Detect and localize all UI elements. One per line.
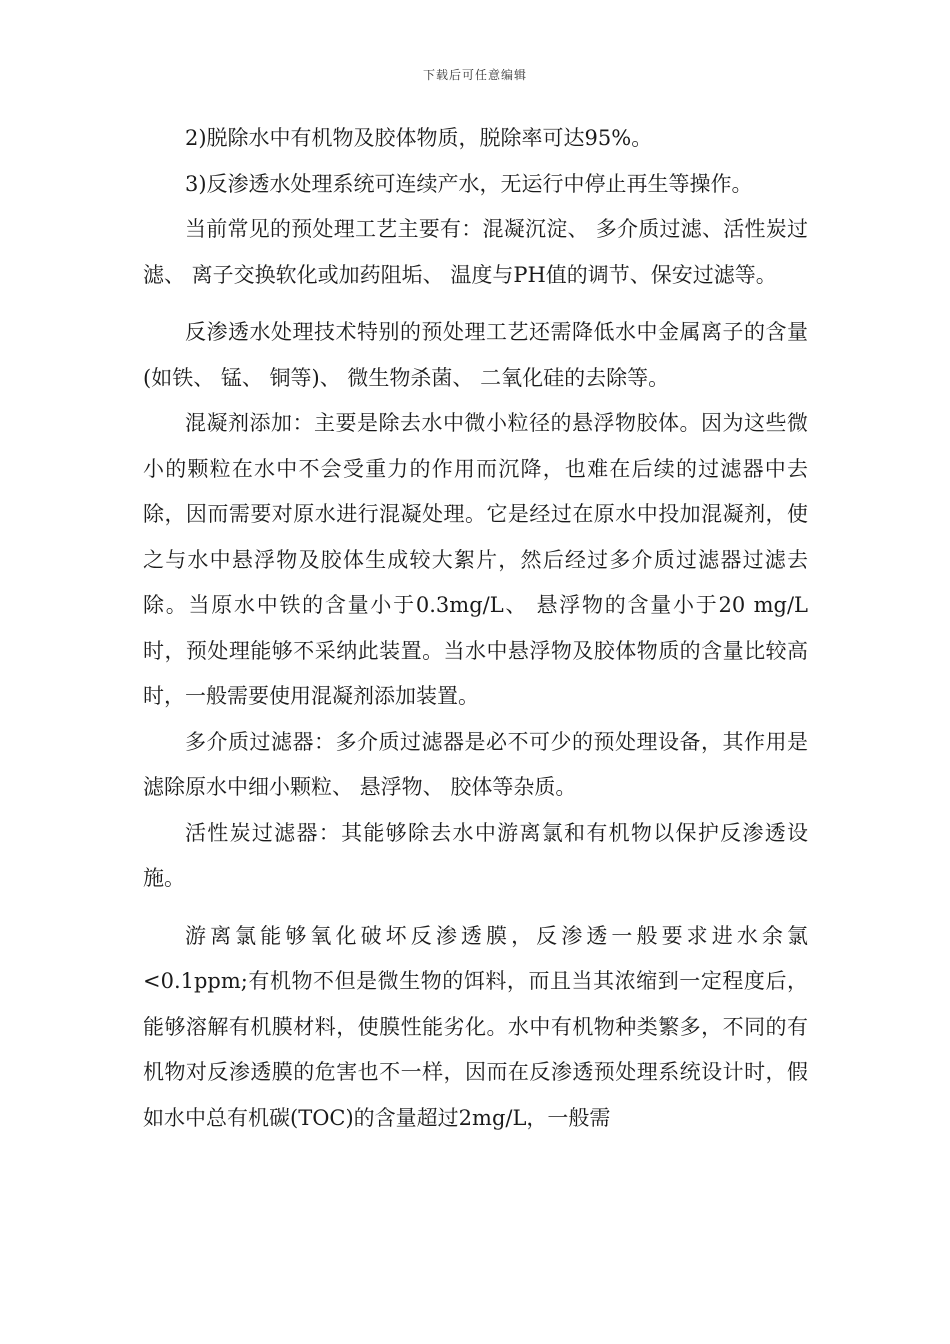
paragraph-free-chlorine: 游离氯能够氧化破坏反渗透膜，反渗透一般要求进水余氯<0.1ppm;有机物不但是微生物的饵料，而且当其浓缩到一定程度后，能够溶解有机膜材料，使膜性能劣化。水中有机物种类繁多，不同的有机物对反渗透膜的危害也不一样，因而在反渗透预处理系统设计时，假如水中总有机碳(TOC)的含量超过2mg/L，一般需 bbox=[143, 923, 808, 1130]
paragraph-carbon-filter: 活性炭过滤器：其能够除去水中游离氯和有机物以保护反渗透设施。 bbox=[143, 820, 808, 890]
document-body bbox=[143, 116, 808, 1141]
paragraph-coagulant: 混凝剂添加：主要是除去水中微小粒径的悬浮物胶体。因为这些微小的颗粒在水中不会受重力的作用而沉降，也难在后续的过滤器中去除，因而需要对原水进行混凝处理。它是经过在原水中投加混凝剂，使之与水中悬浮物及胶体生成较大絮片，然后经过多介质过滤器过滤去除。当原水中铁的含量小于0.3mg/L、 悬浮物的含量小于20 mg/L时，预处理能够不采纳此装置。当水中悬浮物及胶体物质的含量比较高时，一般需要使用混凝剂添加装置。 bbox=[143, 411, 808, 708]
page-header-note: 下载后可任意编辑 bbox=[422, 68, 527, 82]
paragraph-removal-rate: 2)脱除水中有机物及胶体物质，脱除率可达95%。 bbox=[185, 126, 653, 150]
paragraph-metal-ions: 反渗透水处理技术特别的预处理工艺还需降低水中金属离子的含量(如铁、 锰、 铜等)、 微生物杀菌、 二氧化硅的去除等。 bbox=[143, 320, 808, 390]
paragraph-multimedia-filter: 多介质过滤器：多介质过滤器是必不可少的预处理设备，其作用是滤除原水中细小颗粒、 悬浮物、 胶体等杂质。 bbox=[143, 729, 808, 799]
paragraph-continuous-production: 3)反渗透水处理系统可连续产水，无运行中停止再生等操作。 bbox=[185, 171, 753, 196]
paragraph-pretreatment-processes: 当前常见的预处理工艺主要有：混凝沉淀、 多介质过滤、活性炭过滤、 离子交换软化或加药阻垢、 温度与PH值的调节、保安过滤等。 bbox=[143, 217, 808, 287]
